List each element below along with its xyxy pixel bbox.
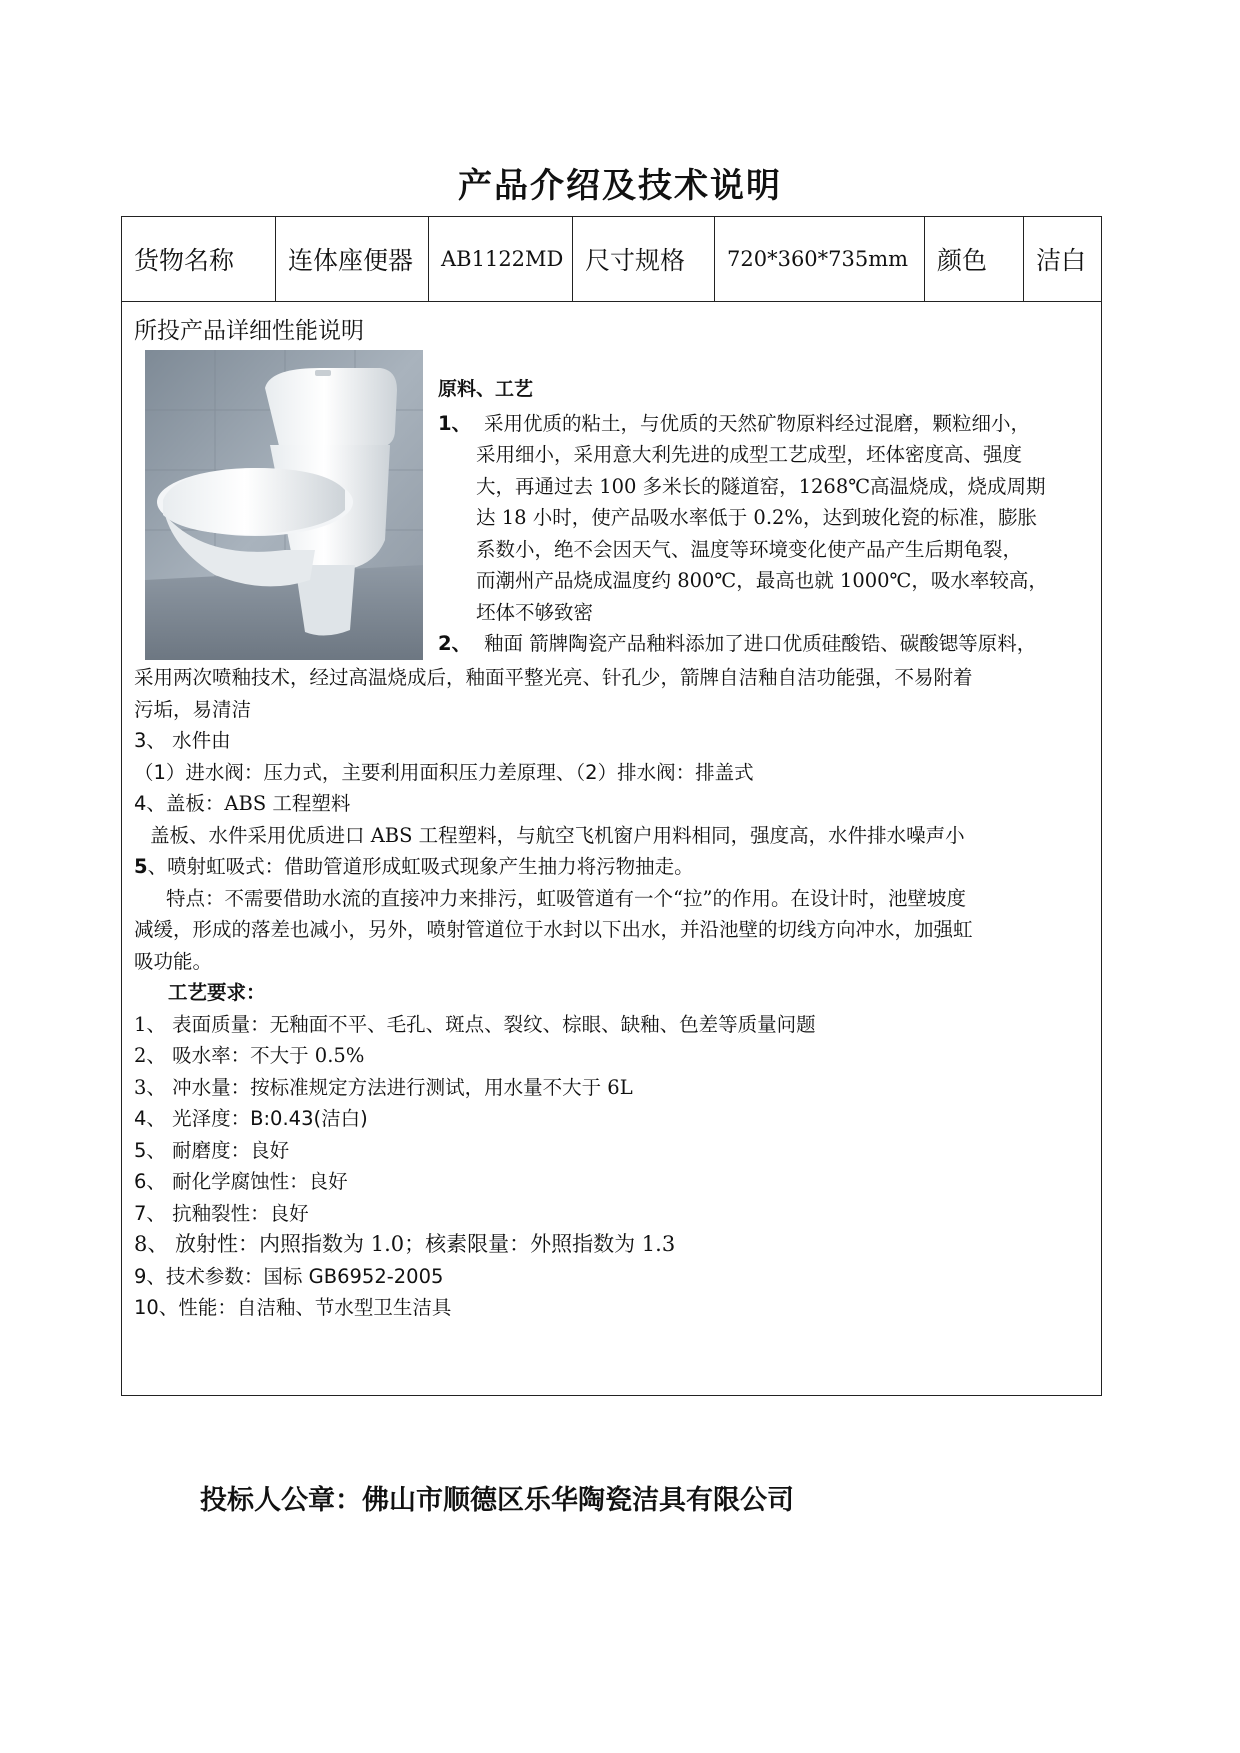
item-1-line: 系数小，绝不会因天气、温度等环境变化使产品产生后期龟裂， bbox=[476, 537, 1023, 561]
item-1-line: 达 18 小时，使产品吸水率低于 0.2%，达到玻化瓷的标准，膨胀 bbox=[476, 506, 1037, 529]
item-1-number: 1、 bbox=[438, 411, 472, 435]
item-1-text: 采用优质的粘土，与优质的天然矿物原料经过混磨，颗粒细小， bbox=[484, 411, 1031, 435]
item-4-detail: 盖板、水件采用优质进口 ABS 工程塑料，与航空飞机窗户用料相同，强度高，水件排水噪声小 bbox=[150, 823, 965, 847]
section-label: 所投产品详细性能说明 bbox=[134, 318, 364, 344]
item-3-detail: （1）进水阀：压力式，主要利用面积压力差原理、（2）排水阀：排盖式 bbox=[134, 760, 754, 784]
item-1-line: 坯体不够致密 bbox=[476, 600, 594, 624]
requirement-item: 8、 放射性：内照指数为 1.0；核素限量：外照指数为 1.3 bbox=[134, 1232, 676, 1256]
size-label: 尺寸规格 bbox=[573, 217, 715, 301]
item-4-label: 4、盖板： bbox=[134, 792, 225, 815]
requirement-item: 9、技术参数：国标 GB6952-2005 bbox=[134, 1264, 444, 1288]
requirement-item: 3、 冲水量：按标准规定方法进行测试，用水量不大于 6L bbox=[134, 1075, 633, 1099]
item-5 bbox=[134, 851, 1094, 883]
item-5-line: 吸功能。 bbox=[134, 949, 213, 973]
requirement-item: 4、 光泽度：B:0.43(洁白) bbox=[134, 1107, 368, 1130]
requirement-item: 10、性能：自洁釉、节水型卫生洁具 bbox=[134, 1296, 452, 1319]
item-4-value: ABS 工程塑料 bbox=[224, 792, 351, 815]
header-row bbox=[122, 217, 1101, 302]
model-number: AB1122MD bbox=[429, 217, 573, 301]
spec-table bbox=[121, 216, 1102, 1396]
item-1-line: 采用细小，采用意大利先进的成型工艺成型，坯体密度高、强度 bbox=[476, 443, 1023, 466]
requirement-item: 5、 耐磨度：良好 bbox=[134, 1138, 290, 1162]
item-5-line: 特点：不需要借助水流的直接冲力来排污，虹吸管道有一个“拉”的作用。在设计时，池壁坡度 bbox=[166, 886, 966, 910]
item-1-line: 而潮州产品烧成温度约 800℃，最高也就 1000℃，吸水率较高， bbox=[476, 569, 1048, 592]
item-4 bbox=[134, 788, 1094, 820]
spec-body bbox=[134, 662, 1094, 1324]
item-2-text: 釉面 箭牌陶瓷产品釉料添加了进口优质硅酸锆、碳酸锶等原料， bbox=[484, 632, 1037, 655]
color-label: 颜色 bbox=[925, 217, 1024, 301]
page-title: 产品介绍及技术说明 bbox=[458, 166, 782, 206]
requirement-item: 2、 吸水率：不大于 0.5% bbox=[134, 1044, 365, 1067]
item-2-number: 2、 bbox=[438, 632, 472, 655]
material-item-2 bbox=[438, 628, 1098, 660]
requirement-item: 1、 表面质量：无釉面不平、毛孔、斑点、裂纹、棕眼、缺釉、色差等质量问题 bbox=[134, 1012, 816, 1036]
item-5-number: 5 bbox=[134, 855, 148, 878]
item-5-label: 、喷射虹吸式：借助管道形成虹吸式现象产生抽力将污物抽走。 bbox=[147, 855, 694, 878]
requirement-item: 7、 抗釉裂性：良好 bbox=[134, 1201, 309, 1225]
process-heading: 工艺要求： bbox=[168, 981, 266, 1004]
item-5-line: 减缓，形成的落差也减小，另外，喷射管道位于水封以下出水，并沿池壁的切线方向冲水，加强虹 bbox=[134, 918, 973, 941]
goods-label: 货物名称 bbox=[122, 217, 276, 301]
product-photo bbox=[145, 350, 423, 660]
goods-value: 连体座便器 bbox=[276, 217, 429, 301]
material-process-block bbox=[438, 374, 1098, 660]
color-value: 洁白 bbox=[1036, 246, 1087, 275]
item-1-line: 大，再通过去 100 多米长的隧道窑，1268℃高温烧成，烧成周期 bbox=[476, 474, 1046, 498]
detail-section bbox=[122, 302, 1101, 1395]
material-heading: 原料、工艺 bbox=[438, 378, 534, 400]
bidder-seal-line: 投标人公章：佛山市顺德区乐华陶瓷洁具有限公司 bbox=[200, 1485, 794, 1516]
item-3-label: 3、 水件由 bbox=[134, 729, 231, 752]
material-item-1 bbox=[438, 408, 1098, 440]
item-2-continued: 污垢，易清洁 bbox=[134, 697, 252, 721]
item-2-continued: 采用两次喷釉技术，经过高温烧成后，釉面平整光亮、针孔少，箭牌自洁釉自洁功能强，不易附着 bbox=[134, 666, 973, 689]
size-value: 720*360*735mm bbox=[715, 217, 925, 301]
requirement-item: 6、 耐化学腐蚀性：良好 bbox=[134, 1170, 348, 1193]
